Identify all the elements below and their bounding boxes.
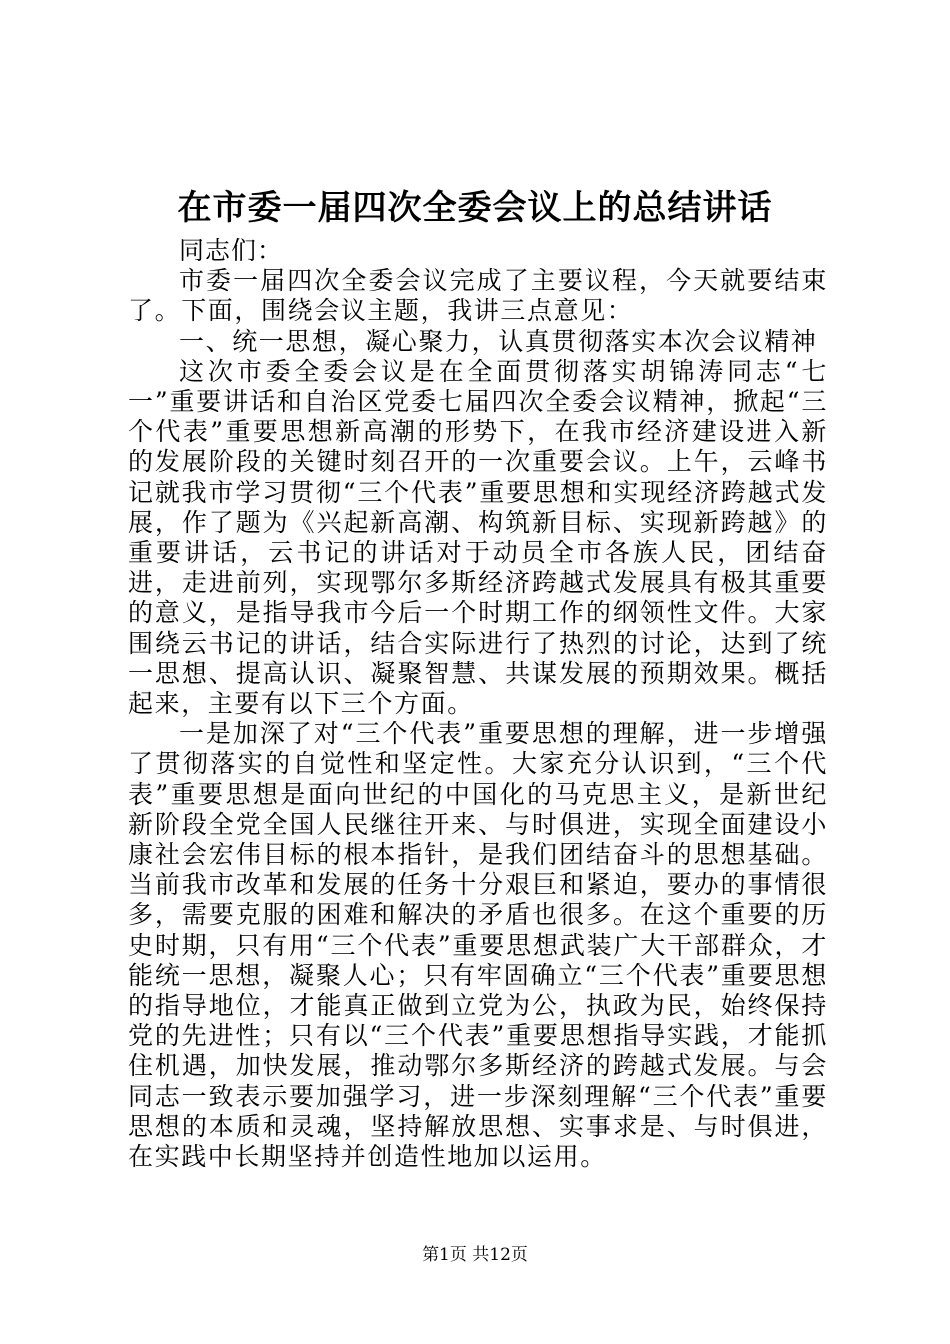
body-paragraph: 一是加深了对“三个代表”重要思想的理解，进一步增强了贯彻落实的自觉性和坚定性。大家充分认识到，“三个代表”重要思想是面向世纪的中国化的马克思主义，是新世纪新阶段全党全国人民继往开来、与时俱进，实现全面建设小康社会宏伟目标的根本指针，是我们团结奋斗的思想基础。当前我市改革和发展的任务十分艰巨和紧迫，要办的事情很多，需要克服的困难和解决的矛盾也很多。在这个重要的历史时期，只有用“三个代表”重要思想武装广大干部群众，才能统一思想，凝聚人心；只有牢固确立“三个代表”重要思想的指导地位，才能真正做到立党为公，执政为民，始终保持党的先进性；只有以“三个代表”重要思想指导实践，才能抓住机遇，加快发展，推动鄂尔多斯经济的跨越式发展。与会同志一致表示要加强学习，进一步深刻理解“三个代表”重要思想的本质和灵魂，坚持解放思想、实事求是、与时俱进，在实践中长期坚持并创造性地加以运用。 — [128, 719, 828, 1172]
greeting-paragraph: 同志们： — [179, 236, 284, 265]
document-title: 在市委一届四次全委会议上的总结讲话 — [177, 188, 773, 228]
page-number-footer: 第1页 共12页 — [422, 1245, 528, 1265]
section-heading: 一、统一思想，凝心聚力，认真贯彻落实本次会议精神 — [179, 326, 818, 356]
document-body — [128, 236, 828, 1172]
intro-paragraph: 市委一届四次全委会议完成了主要议程，今天就要结束了。下面，围绕会议主题，我讲三点意见： — [128, 266, 828, 326]
body-paragraph: 这次市委全委会议是在全面贯彻落实胡锦涛同志“七一”重要讲话和自治区党委七届四次全委会议精神，掀起“三个代表”重要思想新高潮的形势下，在我市经济建设进入新的发展阶段的关键时刻召开的一次重要会议。上午，云峰书记就我市学习贯彻“三个代表”重要思想和实现经济跨越式发展，作了题为《兴起新高潮、构筑新目标、实现新跨越》的重要讲话，云书记的讲话对于动员全市各族人民，团结奋进，走进前列，实现鄂尔多斯经济跨越式发展具有极其重要的意义，是指导我市今后一个时期工作的纲领性文件。大家围绕云书记的讲话，结合实际进行了热烈的讨论，达到了统一思想、提高认识、凝聚智慧、共谋发展的预期效果。概括起来，主要有以下三个方面。 — [128, 356, 828, 719]
